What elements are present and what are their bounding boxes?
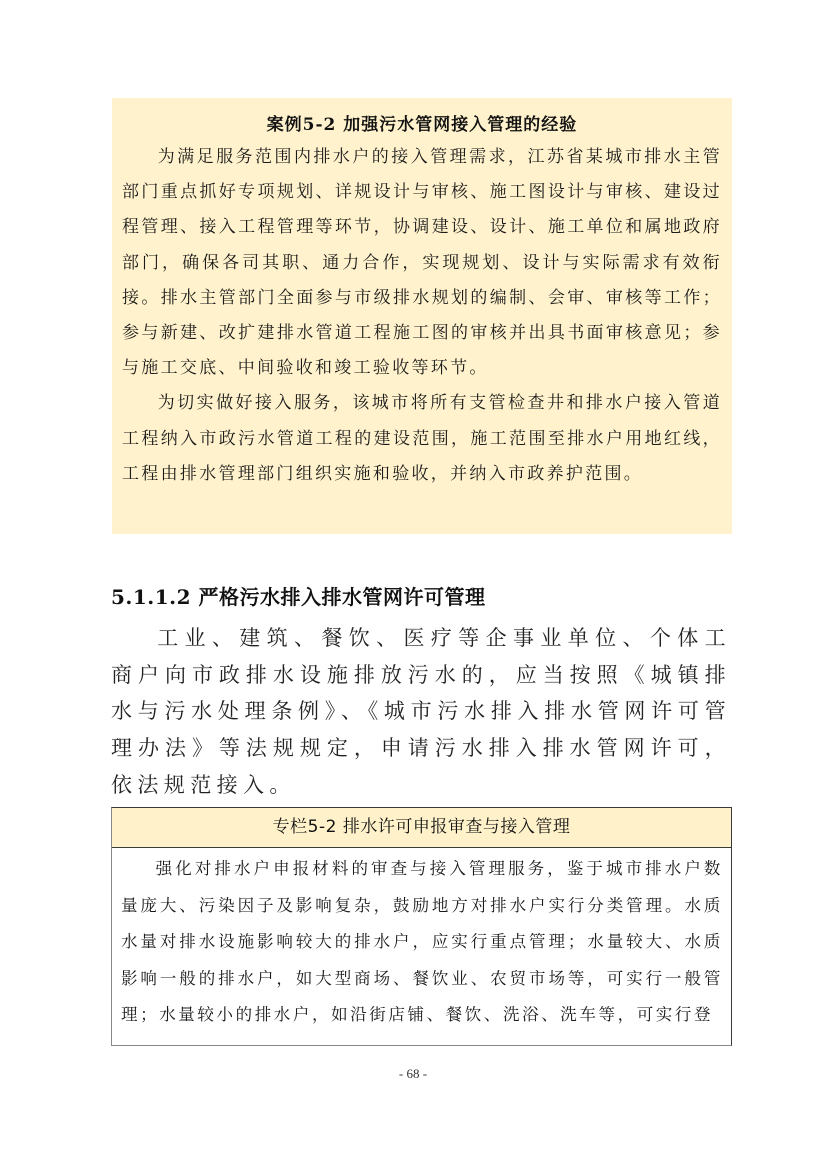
page-number: - 68 - <box>398 1066 428 1081</box>
case-study-paragraph-2: 为切实做好接入服务，该城市将所有支管检查井和排水户接入管道工程纳入市政污水管道工程的建设范围，施工范围至排水户用地红线，工程由排水管理部门组织实施和验收，并纳入市政养护范围。 <box>122 393 722 484</box>
case-study-box <box>112 98 732 534</box>
case-study-title: 案例5-2 加强污水管网接入管理的经验 <box>266 115 578 135</box>
section-body-paragraph: 工业、建筑、餐饮、医疗等企事业单位、个体工商户向市政排水设施排放污水的，应当按照《城镇排水与污水处理条例》、《城市污水排入排水管网许可管理办法》等法规规定，申请污水排入排水管网许可，依法规范接入。 <box>111 626 731 797</box>
column-box <box>111 807 732 1046</box>
section-heading: 5.1.1.2 严格污水排入排水管网许可管理 <box>111 585 486 609</box>
case-study-paragraph-1: 为满足服务范围内排水户的接入管理需求，江苏省某城市排水主管部门重点抓好专项规划、详规设计与审核、施工图设计与审核、建设过程管理、接入工程管理等环节，协调建设、设计、施工单位和属地政府部门，确保各司其职、通力合作，实现规划、设计与实际需求有效衔接。排水主管部门全面参与市级排水规划的编制、会审、审核等工作；参与新建、改扩建排水管道工程施工图的审核并出具书面审核意见；参与施工交底、中间验收和竣工验收等环节。 <box>122 147 722 379</box>
column-box-paragraph: 强化对排水户申报材料的审查与接入管理服务，鉴于城市排水户数量庞大、污染因子及影响复杂，鼓励地方对排水户实行分类管理。水质水量对排水设施影响较大的排水户，应实行重点管理；水量较大、水质影响一般的排水户，如大型商场、餐饮业、农贸市场等，可实行一般管理；水量较小的排水户，如沿街店铺、餐饮、洗浴、洗车等，可实行登 <box>121 859 723 1024</box>
column-box-body <box>112 848 731 1034</box>
column-box-title: 专栏5-2 排水许可申报审查与接入管理 <box>112 808 731 848</box>
